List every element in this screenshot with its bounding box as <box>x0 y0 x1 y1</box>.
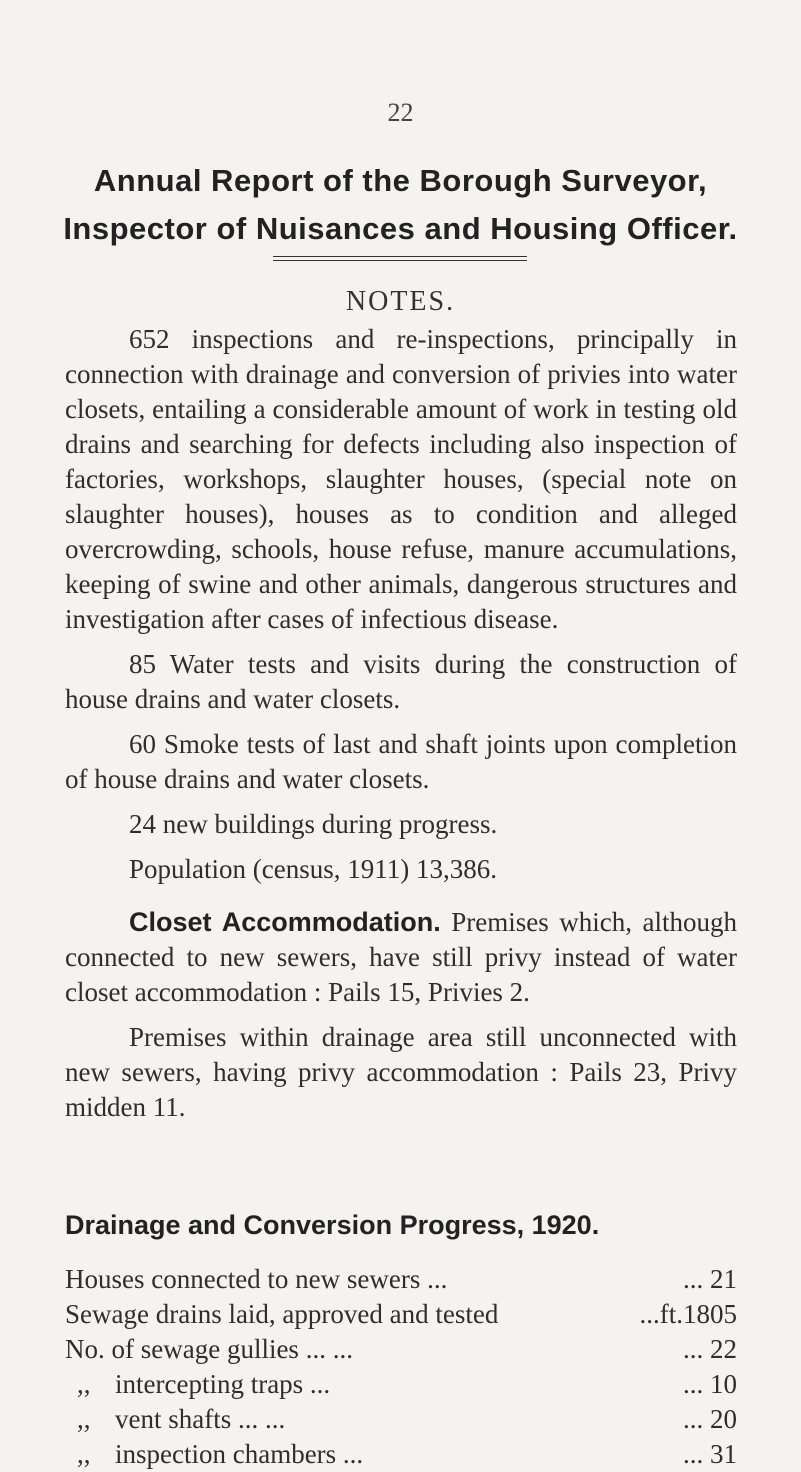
row-value: ...ft.1805 <box>639 1299 737 1329</box>
row-value: ... 21 <box>683 1264 737 1294</box>
row-label: No. of sewage gullies ... ... <box>65 1334 353 1364</box>
row-label: Sewage drains laid, approved and tested <box>65 1299 499 1329</box>
ditto-mark: ,, <box>77 1404 91 1434</box>
notes-paragraph-population: Population (census, 1911) 13,386. <box>129 854 497 884</box>
row-label: Houses connected to new sewers ... <box>65 1264 448 1294</box>
row-label-group <box>65 1437 683 1472</box>
row-value: ... 10 <box>683 1369 737 1399</box>
unconnected-premises-paragraph: Premises within drainage area still unconnected with new sewers, having privy accommodation : Pails 23, Privy midden 11. <box>65 1022 737 1122</box>
row-value: ... 31 <box>683 1439 737 1469</box>
row-label: intercepting traps ... <box>115 1369 331 1399</box>
table-row <box>65 1297 737 1332</box>
row-value: ... 20 <box>683 1404 737 1434</box>
notes-paragraph-new-buildings: 24 new buildings during progress. <box>129 809 498 839</box>
drainage-progress-table <box>65 1262 737 1472</box>
table-row <box>65 1402 737 1437</box>
title-rule-top <box>273 256 527 257</box>
table-row <box>65 1367 737 1402</box>
table-row <box>65 1262 737 1297</box>
row-value: ... 22 <box>683 1334 737 1364</box>
notes-paragraph-water-tests: 85 Water tests and visits during the construction of house drains and water closets. <box>65 649 737 714</box>
notes-paragraph-inspections: 652 inspections and re-inspections, principally in connection with drainage and conversion of privies into water closets, entailing a considerable amount of work in testing old drains and searching for defects including also inspection of factories, workshops, slaughter houses, (special note on slaughter houses), houses as to condition and alleged overcrowding, schools, house refuse, manure accumulations, keeping of swine and other animals, dangerous structures and investigation after cases of infectious disease. <box>65 324 737 634</box>
drainage-progress-heading: Drainage and Conversion Progress, 1920. <box>65 1210 600 1240</box>
title-rule-bottom <box>273 260 527 261</box>
ditto-mark: ,, <box>77 1369 91 1399</box>
row-label-group <box>65 1402 683 1437</box>
report-title-line-1: Annual Report of the Borough Surveyor, <box>93 163 708 198</box>
table-row <box>65 1437 737 1472</box>
row-label: vent shafts ... ... <box>115 1404 286 1434</box>
row-label-group <box>65 1367 683 1402</box>
notes-heading: NOTES. <box>345 286 456 317</box>
closet-accommodation-paragraph <box>65 905 737 1010</box>
notes-paragraph-smoke-tests: 60 Smoke tests of last and shaft joints upon completion of house drains and water closets. <box>65 729 737 794</box>
report-title-line-2: Inspector of Nuisances and Housing Officer. <box>63 211 738 246</box>
closet-accommodation-text: Premises which, although connected to new sewers, have still privy instead of water closet accommodation : Pails 15, Privies 2. <box>65 907 737 1007</box>
row-label: inspection chambers ... <box>115 1439 364 1469</box>
notes-body <box>65 322 737 1125</box>
table-row <box>65 1332 737 1367</box>
ditto-mark: ,, <box>77 1439 91 1469</box>
page-number: 22 <box>387 98 414 127</box>
closet-accommodation-heading: Closet Accommodation. <box>129 907 441 937</box>
